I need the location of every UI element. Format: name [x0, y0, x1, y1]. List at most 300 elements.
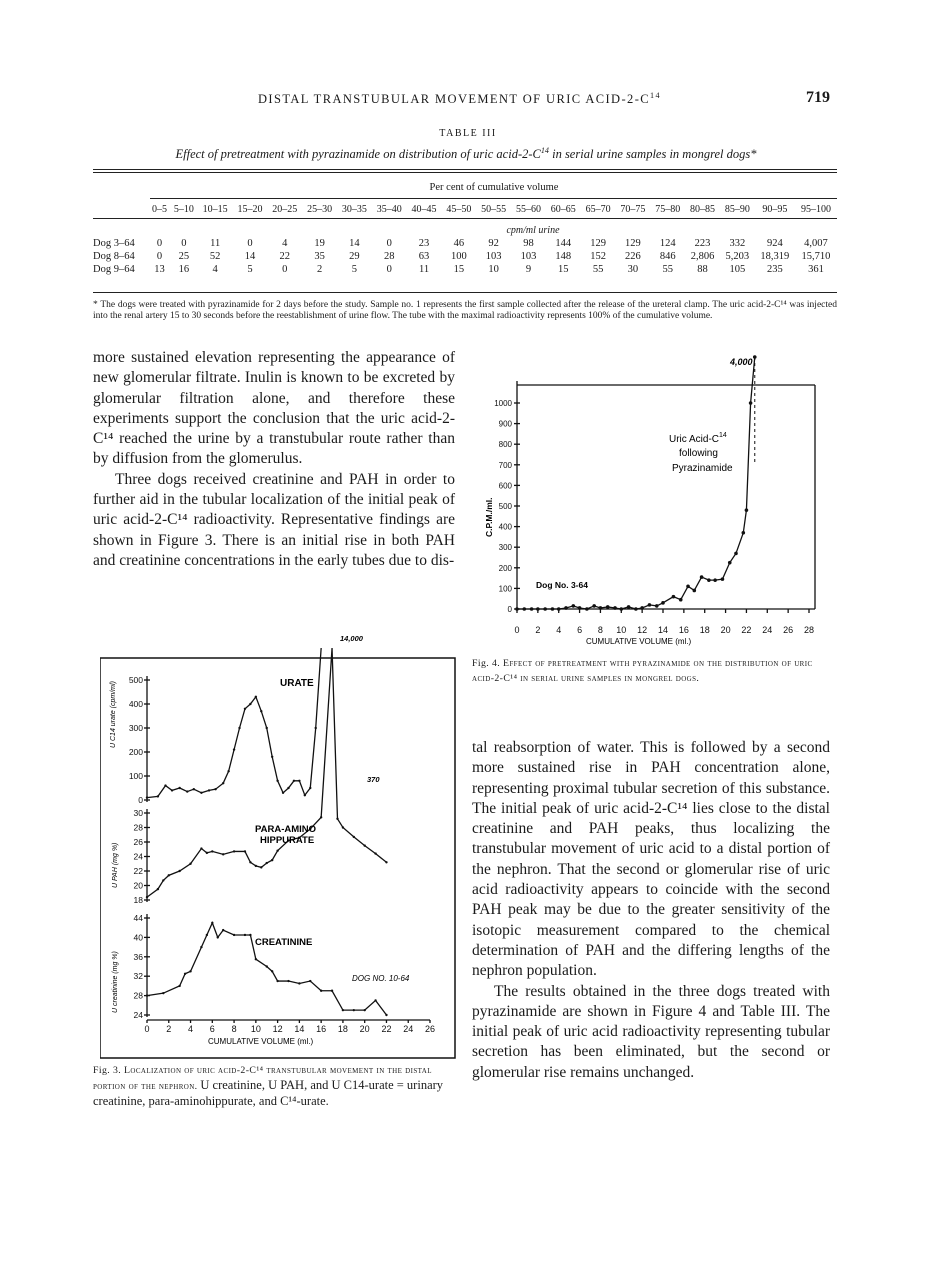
- column-header: 70–75: [620, 204, 646, 215]
- fig4-y-tick-label: 600: [498, 481, 512, 491]
- fig3-urate-point: [164, 784, 166, 786]
- table-cell: 5: [247, 264, 253, 275]
- fig3-top-annotation: 14,000: [340, 634, 363, 643]
- fig4-data-point: [707, 578, 711, 582]
- fig3-pah-point: [211, 850, 213, 852]
- fig3-pah-point: [157, 888, 159, 890]
- fig3-urate-point: [157, 795, 159, 797]
- fig3-pah-point: [260, 866, 262, 868]
- fig4-data-point: [543, 607, 547, 611]
- column-header: 35–40: [376, 204, 402, 215]
- fig3-urate-tick-label: 400: [128, 699, 143, 709]
- fig3-creatinine-point: [189, 970, 191, 972]
- fig3-urate-point: [238, 727, 240, 729]
- fig3-pah-line: [147, 648, 386, 897]
- fig4-x-tick-label: 0: [514, 625, 520, 635]
- fig3-x-tick-label: 2: [166, 1024, 172, 1034]
- fig4-y-tick-label: 0: [507, 605, 512, 614]
- table-cell: 11: [418, 264, 430, 275]
- table-cell: 63: [418, 251, 430, 262]
- fig3-pah-point: [233, 850, 235, 852]
- fig4-data-point: [515, 607, 519, 611]
- fig4-x-axis-label: CUMULATIVE VOLUME (ml.): [586, 637, 692, 646]
- fig3-x-tick-label: 8: [231, 1024, 237, 1034]
- fig3-x-tick-label: 14: [294, 1024, 305, 1034]
- table-cell: 144: [555, 238, 572, 249]
- table-cell: 105: [729, 264, 746, 275]
- table-cell: 0: [181, 238, 187, 249]
- fig3-x-tick-label: 26: [424, 1024, 436, 1034]
- fig3-pah-point: [363, 844, 365, 846]
- fig4-y-tick-label: 800: [498, 440, 512, 450]
- table-cell: 15: [453, 264, 465, 275]
- fig3-pah-tick-label: 26: [133, 837, 143, 847]
- fig4-data-point: [585, 607, 589, 611]
- fig3-pah-label: PARA-AMINO: [255, 824, 317, 835]
- fig4-x-tick-label: 20: [720, 625, 731, 635]
- fig3-creatinine-point: [244, 934, 246, 936]
- table-cell: 100: [450, 251, 467, 262]
- table-row: [93, 250, 837, 263]
- column-header: 15–20: [237, 204, 263, 215]
- fig4-x-tick-label: 28: [803, 625, 815, 635]
- fig3-creatinine-point: [184, 973, 186, 975]
- fig4-data-point: [742, 531, 746, 535]
- fig3-urate-point: [178, 787, 180, 789]
- column-header: 50–55: [481, 204, 507, 215]
- column-header: 75–80: [655, 204, 681, 215]
- table-top-rule-2: [93, 172, 837, 173]
- fig4-data-point: [721, 577, 725, 581]
- fig4-data-point: [523, 607, 527, 611]
- table-group-header: Per cent of cumulative volume: [429, 182, 559, 193]
- fig3-pah-y-label: U PAH (mg %): [112, 842, 119, 888]
- table-cell: 148: [555, 251, 572, 262]
- paragraph: The results obtained in the three dogs treated with pyrazinamide are shown in Figure 4 and Table III. The initial peak of uric acid radioactivity representing tubular secretion has been eliminated, but the second or glomerular rise remains unchanged.: [472, 982, 830, 1081]
- column-header: 65–70: [585, 204, 611, 215]
- fig3-creatinine-point: [353, 1009, 355, 1011]
- fig3-pah-tick-label: 28: [133, 822, 143, 833]
- table-header-row: [93, 203, 837, 216]
- fig3-creatinine-point: [287, 980, 289, 982]
- column-header: 20–25: [272, 204, 298, 215]
- fig3-x-axis-label: CUMULATIVE VOLUME (ml.): [208, 1037, 314, 1046]
- fig3-pah-point: [206, 852, 208, 854]
- table-body: [93, 203, 837, 276]
- table-cell: 16: [178, 264, 190, 275]
- table-cell: 0: [247, 238, 253, 249]
- fig3-pah-point: [255, 865, 257, 867]
- fig4-x-tick-label: 24: [762, 625, 773, 635]
- fig3-pah-point: [385, 861, 387, 863]
- fig3-pah-tick-label: 30: [133, 808, 143, 818]
- fig3-pah-point: [320, 816, 322, 818]
- fig4-x-tick-label: 16: [678, 625, 689, 635]
- fig3-urate-tick-label: 0: [138, 795, 143, 805]
- fig4-y-tick-label: 1000: [494, 399, 512, 408]
- fig4-data-point: [606, 605, 610, 609]
- table-cell: 28: [383, 251, 395, 262]
- fig3-creatinine-tick-label: 40: [133, 932, 143, 943]
- table-cell: 2: [316, 264, 323, 275]
- fig4-data-point: [734, 552, 738, 556]
- fig3-pah-point: [336, 818, 338, 820]
- fig3-x-tick-label: 12: [272, 1024, 283, 1034]
- table-cell: 55: [662, 264, 673, 275]
- table-row: [93, 237, 837, 250]
- fig3-urate-point: [266, 727, 268, 729]
- column-header: 85–90: [724, 204, 750, 215]
- fig3-creatinine-point: [249, 934, 251, 936]
- fig4-y-tick-label: 900: [498, 419, 512, 429]
- fig3-creatinine-tick-label: 36: [133, 951, 143, 962]
- fig4-data-point: [692, 589, 696, 593]
- fig4-x-tick-label: 18: [699, 625, 710, 635]
- column-header: 30–35: [341, 204, 367, 215]
- fig4-x-tick-label: 12: [637, 625, 648, 635]
- paragraph: more sustained elevation representing the appearance of new glomerular filtrate. Inulin is known to be excreted by glomerular filtration alone, and therefore these experiments support the conclusion that the uric acid-2-C¹⁴ reached the urine by a transtubular route rather than by diffusion from the glomerulus.: [93, 349, 455, 468]
- fig3-pah-tick-label: 18: [133, 895, 143, 905]
- fig3-urate-tick-label: 300: [128, 723, 143, 733]
- table-cell: 35: [314, 251, 325, 262]
- column-header: 5–10: [173, 204, 194, 215]
- fig3-pah-point: [271, 859, 273, 861]
- table-cell: 10: [488, 264, 499, 275]
- fig4-data-point: [749, 401, 753, 405]
- page-number: 719: [806, 89, 830, 106]
- table-cell: 129: [625, 238, 641, 249]
- fig3-urate-point: [304, 794, 306, 796]
- table-footnote: * The dogs were treated with pyrazinamide for 2 days before the study. Sample no. 1 represents the first sample collected after the release of the ureteral clamp. The uric acid-2-C¹⁴ was injected into the renal artery 15 to 30 seconds before the reestablishment of urine flow. The tube with the maximal radioactivity represents 100% of the cumulative volume.: [93, 300, 837, 321]
- fig3-urate-point: [276, 780, 278, 782]
- table-cell: 88: [697, 264, 708, 275]
- fig3-creatinine-label: CREATININE: [255, 937, 313, 948]
- fig3-creatinine-point: [255, 958, 257, 960]
- table-unit-label: cpm/ml urine: [506, 225, 560, 236]
- fig4-data-point: [536, 607, 540, 611]
- fig3-pah-label-2: HIPPURATE: [260, 835, 315, 846]
- table-cell: 19: [314, 238, 325, 249]
- fig3-pah-point: [244, 850, 246, 852]
- fig3-creatinine-point: [271, 970, 273, 972]
- unit-row: [93, 216, 837, 237]
- table-cell: 924: [766, 238, 783, 249]
- fig3-creatinine-tick-label: 28: [133, 990, 143, 1001]
- column-header: 25–30: [307, 204, 333, 215]
- fig4-y-tick-label: 700: [498, 460, 512, 470]
- fig3-creatinine-point: [233, 934, 235, 936]
- column-header: 0–5: [151, 204, 167, 215]
- fig3-dog-label: DOG NO. 10-64: [352, 974, 410, 983]
- left-column-text: [93, 348, 455, 571]
- table-cell: 235: [766, 264, 783, 275]
- table-cell: 98: [523, 238, 534, 249]
- fig4-series-line: [517, 357, 755, 609]
- fig3-pah-point: [189, 863, 191, 865]
- running-title: DISTAL TRANSTUBULAR MOVEMENT OF URIC ACID-$2-C^{14}$: [258, 90, 661, 106]
- fig3-pah-tick-label: 22: [133, 866, 143, 876]
- row-label: Dog 8–64: [93, 251, 135, 262]
- fig4-x-tick-label: 8: [597, 625, 603, 635]
- fig3-pah-point: [162, 879, 164, 881]
- figure-4-caption: Fig. 4. Effect of pretreatment with pyrazinamide on the distribution of uric acid-2-C¹⁴ in serial urine samples in mongrel dogs.: [472, 658, 813, 684]
- fig3-urate-point: [244, 708, 246, 710]
- table-cell: 25: [178, 251, 190, 262]
- column-header: 95–100: [800, 204, 831, 215]
- fig3-creatinine-point: [206, 934, 208, 936]
- fig3-creatinine-point: [374, 999, 376, 1001]
- fig3-creatinine-point: [222, 929, 224, 931]
- table-cell: 2,806: [690, 251, 715, 262]
- table-cell: 152: [590, 251, 606, 262]
- fig3-urate-point: [208, 789, 210, 791]
- fig3-creatinine-point: [200, 946, 202, 948]
- table-cell: 4,007: [804, 238, 828, 249]
- fig4-x-tick-label: 26: [783, 625, 794, 635]
- fig3-urate-point: [255, 696, 257, 698]
- fig3-urate-point: [287, 787, 289, 789]
- column-header: 55–60: [515, 204, 541, 215]
- fig4-data-point: [592, 604, 596, 608]
- table-cell: 30: [627, 264, 639, 275]
- fig4-y-tick-label: 300: [498, 543, 512, 553]
- fig3-urate-point: [186, 790, 188, 792]
- fig3-creatinine-point: [298, 982, 300, 984]
- fig4-data-point: [557, 607, 561, 611]
- fig4-x-tick-label: 6: [577, 625, 583, 635]
- fig3-urate-point: [293, 780, 295, 782]
- fig3-x-tick-label: 18: [337, 1024, 348, 1034]
- fig4-y-tick-label: 500: [498, 502, 512, 511]
- fig3-creatinine-point: [276, 980, 278, 982]
- table-cell: 361: [808, 264, 824, 275]
- fig4-data-point: [679, 598, 683, 602]
- fig4-data-point: [627, 605, 631, 609]
- fig4-x-tick-label: 22: [741, 625, 752, 635]
- table-cell: 55: [592, 264, 604, 275]
- table-cell: 15: [558, 264, 569, 275]
- figure-4-chart: [472, 345, 836, 650]
- fig3-pah-point: [249, 861, 251, 863]
- fig3-pah-point: [200, 847, 202, 849]
- fig3-urate-line: [147, 648, 321, 798]
- fig3-creatinine-point: [385, 1014, 387, 1016]
- table-cell: 103: [485, 251, 502, 262]
- fig3-pah-point: [178, 870, 180, 872]
- fig4-data-point: [648, 603, 652, 607]
- fig3-x-tick-label: 6: [209, 1024, 215, 1034]
- fig3-creatinine-tick-label: 32: [133, 971, 143, 982]
- fig3-creatinine-point: [342, 1009, 344, 1011]
- fig4-data-point: [564, 606, 568, 610]
- fig3-urate-point: [233, 748, 235, 750]
- table-cell: 4: [282, 238, 288, 249]
- fig4-data-point: [530, 607, 534, 611]
- fig4-x-tick-label: 10: [616, 625, 627, 635]
- figure-3-caption: Fig. 3. Localization of uric acid-2-C¹⁴ transtubular movement in the distal portion of the nephron. U creatinine, U PAH, and U C14-urate = urinary creatinine, para-aminohippurate, and C¹⁴-urate.: [93, 1065, 444, 1108]
- fig3-pah-point: [168, 874, 170, 876]
- fig4-data-point: [640, 606, 644, 610]
- fig3-urate-point: [282, 792, 284, 794]
- fig3-x-tick-label: 4: [188, 1024, 194, 1034]
- fig3-x-tick-label: 22: [381, 1024, 392, 1034]
- table-cell: 0: [156, 251, 163, 262]
- fig3-urate-point: [260, 710, 262, 712]
- fig3-creatinine-point: [320, 990, 322, 992]
- fig3-pah-tick-label: 20: [133, 880, 143, 891]
- fig3-urate-label: URATE: [280, 678, 314, 689]
- fig4-data-point: [613, 606, 617, 610]
- fig4-data-point: [655, 604, 659, 608]
- table-top-rule: [93, 169, 837, 170]
- table-cell: 9: [525, 264, 532, 275]
- fig4-series-label: Uric Acid-$C^{14}$: [669, 432, 727, 445]
- fig4-data-point: [728, 561, 732, 565]
- fig3-creatinine-point: [211, 922, 213, 924]
- fig3-urate-point: [309, 787, 311, 789]
- fig3-pah-point: [276, 850, 278, 852]
- table-caption: Effect of pretreatment with pyrazinamide on distribution of uric acid-$2-C^{14}$ in serial urine samples in mongrel dogs*: [175, 145, 757, 161]
- fig3-pah-tick-label: 24: [133, 851, 143, 862]
- fig3-urate-point: [200, 792, 202, 794]
- fig3-urate-point: [227, 770, 229, 772]
- table-cell: 14: [349, 238, 360, 249]
- row-label: Dog 9–64: [93, 264, 135, 275]
- table-cell: 15,710: [801, 251, 831, 262]
- fig4-data-point: [672, 595, 676, 599]
- table-cell: 103: [520, 251, 537, 262]
- column-header: 80–85: [690, 204, 716, 215]
- fig4-data-point: [578, 606, 582, 610]
- fig3-pah-point: [374, 852, 376, 854]
- fig4-top-annotation: 4,000: [730, 357, 753, 367]
- fig3-urate-tick-label: 100: [128, 771, 143, 781]
- fig3-creatinine-point: [178, 985, 180, 987]
- fig3-pah-point: [146, 896, 148, 898]
- fig4-x-tick-label: 2: [535, 625, 541, 635]
- fig4-x-tick-label: 4: [556, 625, 562, 635]
- table-cell: 52: [209, 251, 221, 262]
- table-cell: 11: [210, 238, 221, 249]
- fig3-urate-point: [315, 727, 317, 729]
- table-cell: 0: [282, 264, 288, 275]
- fig3-creatinine-point: [146, 994, 148, 996]
- fig3-x-tick-label: 24: [403, 1024, 414, 1034]
- fig3-urate-point: [193, 788, 195, 790]
- fig4-y-tick-label: 200: [498, 563, 512, 573]
- fig3-creatinine-point: [266, 965, 268, 967]
- table-cell: 46: [453, 238, 465, 249]
- table-cell: 4: [212, 264, 218, 275]
- table-group-rule: [150, 198, 837, 199]
- fig3-urate-point: [146, 796, 148, 798]
- table-cell: 129: [590, 238, 606, 249]
- fig3-creatinine-point: [162, 992, 164, 994]
- table-cell: 13: [154, 264, 165, 275]
- fig4-data-point: [599, 606, 603, 610]
- fig4-y-axis-label: C.P.M./ml.: [484, 497, 494, 537]
- fig4-dog-label: Dog No. 3-64: [536, 580, 588, 590]
- fig3-pah-point: [353, 836, 355, 838]
- fig3-urate-tick-label: 200: [128, 747, 143, 757]
- fig3-x-tick-label: 16: [316, 1024, 327, 1034]
- fig3-urate-point: [271, 756, 273, 758]
- fig3-creatinine-point: [363, 1009, 365, 1011]
- column-header: 45–50: [446, 204, 472, 215]
- fig4-data-point: [745, 508, 749, 512]
- right-column-text: [472, 738, 830, 1083]
- fig3-creatinine-tick-label: 24: [133, 1010, 143, 1020]
- fig3-urate-y-label: U C14 urate (cpm/ml): [110, 681, 117, 748]
- fig4-data-point: [551, 607, 555, 611]
- table-cell: 18,319: [760, 251, 790, 262]
- fig3-creatinine-point: [309, 980, 311, 982]
- fig3-pah-point: [222, 853, 224, 855]
- table-cell: 5: [351, 264, 358, 275]
- fig4-y-tick-label: 100: [498, 584, 512, 594]
- column-header: 60–65: [550, 204, 576, 215]
- table-cell: 29: [349, 251, 360, 262]
- figure-3-chart: [100, 630, 460, 1060]
- column-header: 90–95: [762, 204, 788, 215]
- fig4-data-point: [634, 607, 638, 611]
- fig3-urate-point: [249, 703, 251, 705]
- paragraph: tal reabsorption of water. This is followed by a second more sustained rise in PAH concentration alone, representing proximal tubular secretion of this substance. The initial peak of uric acid-2-C¹⁴ lies close to the distal creatinine and PAH peaks, thus localizing the transtubular movement of uric acid to a distal portion of the nephron. That the second or glomerular rise of uric acid radioactivity appears to coincide with the second PAH peak may be due to the greater sensitivity of the isotopic measurement compared to the chemical determination of PAH and the differing lengths of the nephron population.: [472, 739, 830, 980]
- fig3-pah-point: [342, 826, 344, 828]
- table-cell: 23: [418, 238, 430, 249]
- table-cell: 846: [659, 251, 676, 262]
- fig4-data-point: [572, 604, 576, 608]
- column-header: 40–45: [411, 204, 437, 215]
- fig4-data-point: [713, 578, 717, 582]
- table-cell: 14: [244, 251, 256, 262]
- table-cell: 332: [729, 238, 746, 249]
- table-cell: 124: [659, 238, 676, 249]
- table-cell: 0: [156, 238, 163, 249]
- fig3-pah-peak-label: 370: [367, 775, 380, 784]
- fig4-data-point: [686, 585, 690, 589]
- row-label: Dog 3–64: [93, 238, 135, 249]
- fig3-pah-point: [266, 862, 268, 864]
- fig3-x-tick-label: 0: [144, 1024, 150, 1034]
- table-cell: 223: [694, 238, 711, 249]
- fig3-urate-tick-label: 500: [128, 675, 143, 685]
- table-cell: 0: [386, 264, 392, 275]
- fig3-creatinine-y-label: U creatinine (mg %): [112, 951, 119, 1013]
- fig3-urate-point: [171, 789, 173, 791]
- table-row: [93, 263, 837, 276]
- fig4-x-tick-label: 14: [657, 625, 669, 635]
- fig4-data-point: [619, 607, 623, 611]
- fig3-x-tick-label: 20: [359, 1024, 370, 1034]
- fig4-y-tick-label: 400: [498, 522, 512, 532]
- table-cell: 5,203: [725, 251, 750, 262]
- fig3-frame: [100, 658, 455, 1058]
- table-cell: 92: [488, 238, 499, 249]
- fig4-series-label-2: following: [679, 448, 718, 459]
- fig3-urate-point: [222, 782, 224, 784]
- fig3-urate-point: [214, 788, 216, 790]
- table-cell: 226: [625, 251, 641, 262]
- table-cell: 22: [279, 251, 291, 262]
- fig4-data-point: [661, 601, 665, 605]
- fig4-series-label-3: Pyrazinamide: [672, 463, 733, 474]
- table-bottom-rule: [93, 292, 837, 293]
- table-label: TABLE III: [439, 128, 497, 139]
- fig3-creatinine-point: [331, 990, 333, 992]
- column-header: 10–15: [202, 204, 228, 215]
- fig3-x-tick-label: 10: [250, 1024, 261, 1034]
